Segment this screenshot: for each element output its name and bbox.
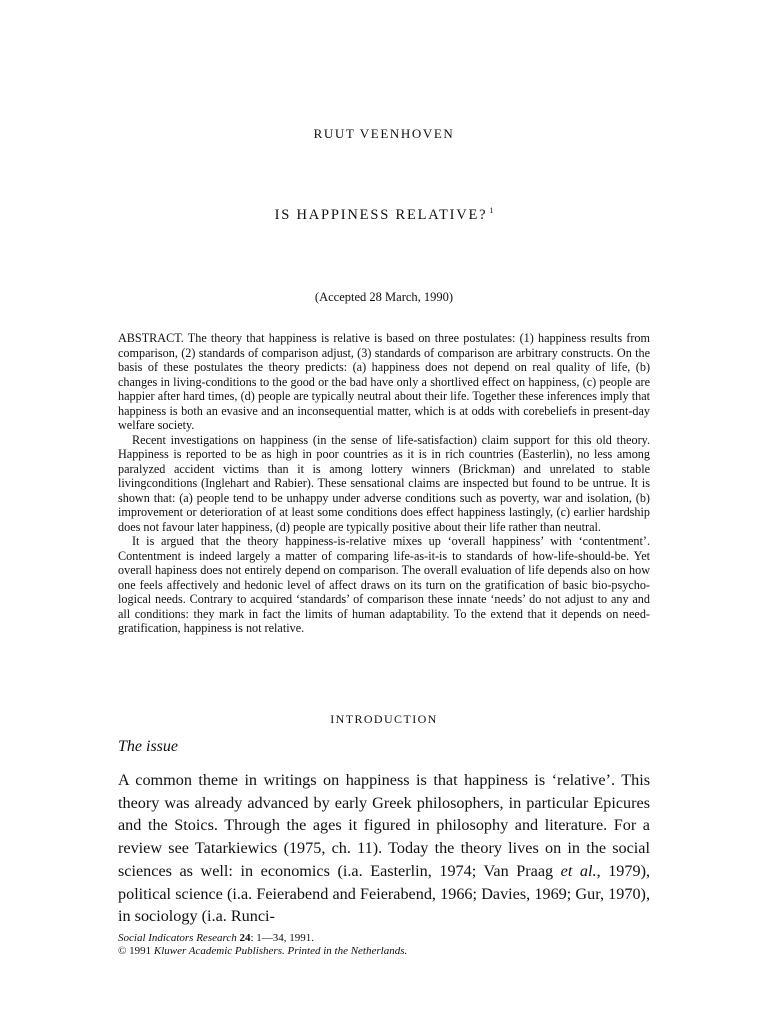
footer-journal-name: Social Indicators Research: [118, 932, 237, 944]
abstract-paragraph-1: ABSTRACT. The theory that happiness is relative is based on three postulates: (1) happiness results from comparison, (2) standards of comparison adjust, (3) standards of comparison are arbitrary constructs. On the basis of these postulates the theory predicts: (a) happiness does not depend on real quality of life, (b) changes in living-conditions to the good or the bad have only a shortlived effect on happiness, (c) people are happier after hard times, (d) people are typically neutral about their life. Together these inferences imply that happiness is both an evasive and an inconsequential matter, which is at odds with corebeliefs in present-day welfare society.: [118, 331, 650, 432]
footer-copyright: © 1991: [118, 945, 154, 957]
accepted-date: (Accepted 28 March, 1990): [314, 290, 454, 304]
footer-publisher: Kluwer Academic Publishers. Printed in the Netherlands.: [153, 945, 408, 957]
introduction-body: [118, 769, 650, 928]
section-heading-introduction: INTRODUCTION: [330, 712, 438, 726]
paper-title: [118, 206, 650, 224]
author-name: RUUT VEENHOVEN: [313, 126, 455, 141]
introduction-text-part-1: A common theme in writings on happiness is that happiness is ‘relative’. This theory was already advanced by early Greek philosophers, in particular Epicures and the Stoics. Through the ages it figured in philosophy and literature. For a review see Tatarkiewics (1975, ch. 11). Today the theory lives on in the social sciences as well: in economics (i.a. Easterlin, 1974; Van Praag: [118, 771, 650, 880]
footer-citation-line: [118, 932, 650, 945]
abstract-paragraph-3: It is argued that the theory happiness-is-relative mixes up ‘overall happiness’ with ‘contentment’. Contentment is indeed largely a matter of comparing life-as-it-is to standards of how-life-should-be. Yet overall hapiness does not entirely depend on comparison. The overall evaluation of life depends also on how one feels affectively and hedonic level of affect draws on its turn on the gratification of basic bio-psycho-logical needs. Contrary to acquired ‘standards’ of comparison these innate ‘needs’ do not adjust to any and all conditions: they mark in fact the limits of human adaptability. To the extend that it depends on need-gratification, happiness is not relative.: [118, 534, 650, 635]
footer-copyright-line: [118, 945, 650, 958]
title-footnote-marker: 1: [489, 206, 494, 215]
introduction-text-italic: et al.: [560, 861, 597, 880]
footer-volume: 24: [239, 932, 251, 944]
abstract-paragraph-2: Recent investigations on happiness (in the sense of life-satisfaction) claim support for this old theory. Happiness is reported to be as high in poor countries as it is in rich countries (Easterlin), no less among paralyzed accident victims than it is among lottery winners (Brickman) and unrelated to stable livingconditions (Inglehart and Rabier). These sensational claims are inspected but found to be untrue. It is shown that: (a) people tend to be unhappy under adverse conditions such as poverty, war and isolation, (b) improvement or deterioration of at least some conditions does effect happiness lastingly, (c) earlier hardship does not favour later happiness, (d) people are typically positive about their life rather than neutral.: [118, 432, 650, 534]
subsection-heading-issue: The issue: [118, 738, 178, 755]
footer-pages: : 1—34, 1991.: [250, 932, 315, 944]
introduction-text-part-2: , 1979), political science (i.a. Feierabend and Feierabend, 1966; Davies, 1969; Gur, 1970), in sociology (i.a. Runci-: [118, 861, 651, 926]
abstract: [118, 331, 650, 636]
introduction-paragraph: [118, 769, 650, 928]
page-footer: [118, 932, 650, 958]
paper-title-text: IS HAPPINESS RELATIVE?: [274, 207, 488, 223]
